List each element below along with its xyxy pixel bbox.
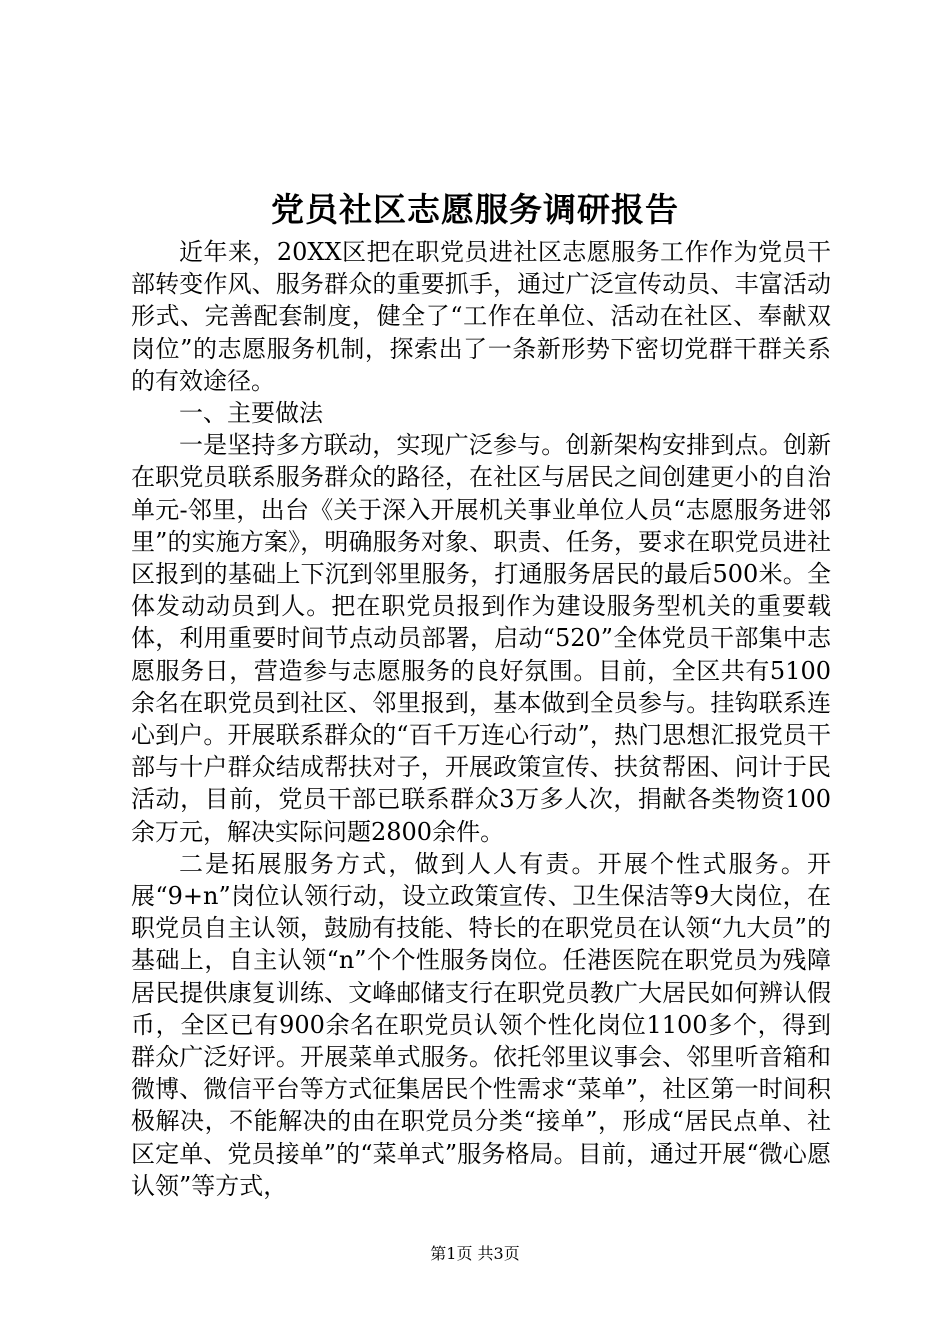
document-title: 党员社区志愿服务调研报告 <box>271 190 679 229</box>
paragraph-intro: 近年来，20XX区把在职党员进社区志愿服务工作作为党员干部转变作风、服务群众的重要抓手，通过广泛宣传动员、丰富活动形式、完善配套制度，健全了“工作在单位、活动在社区、奉献双岗位”的志愿服务机制，探索出了一条新形势下密切党群干群关系的有效途径。 <box>131 238 831 395</box>
page-footer: 第1页 共3页 <box>430 1244 520 1263</box>
section-heading: 一、主要做法 <box>179 399 323 428</box>
paragraph-point-one: 一是坚持多方联动，实现广泛参与。创新架构安排到点。创新在职党员联系服务群众的路径，在社区与居民之间创建更小的自治单元-邻里，出台《关于深入开展机关事业单位人员“志愿服务进邻里”的实施方案》，明确服务对象、职责、任务，要求在职党员进社区报到的基础上下沉到邻里服务，打通服务居民的最后500米。全体发动动员到人。把在职党员报到作为建设服务型机关的重要载体，利用重要时间节点动员部署，启动“520”全体党员干部集中志愿服务日，营造参与志愿服务的良好氛围。目前，全区共有5100余名在职党员到社区、邻里报到，基本做到全员参与。挂钩联系连心到户。开展联系群众的“百千万连心行动”，热门思想汇报党员干部与十户群众结成帮扶对子，开展政策宣传、扶贫帮困、问计于民活动，目前，党员干部已联系群众3万多人次，捐献各类物资100余万元，解决实际问题2800余件。 <box>131 431 831 846</box>
document-body <box>131 236 831 1202</box>
paragraph-point-two: 二是拓展服务方式，做到人人有责。开展个性式服务。开展“9+n”岗位认领行动，设立政策宣传、卫生保洁等9大岗位，在职党员自主认领，鼓励有技能、特长的在职党员在认领“九大员”的基础上，自主认领“n”个个性服务岗位。任港医院在职党员为残障居民提供康复训练、文峰邮储支行在职党员教广大居民如何辨认假币，全区已有900余名在职党员认领个性化岗位1100多个，得到群众广泛好评。开展菜单式服务。依托邻里议事会、邻里听音箱和微博、微信平台等方式征集居民个性需求“菜单”，社区第一时间积极解决，不能解决的由在职党员分类“接单”，形成“居民点单、社区定单、党员接单”的“菜单式”服务格局。目前，通过开展“微心愿认领”等方式， <box>131 849 831 1200</box>
